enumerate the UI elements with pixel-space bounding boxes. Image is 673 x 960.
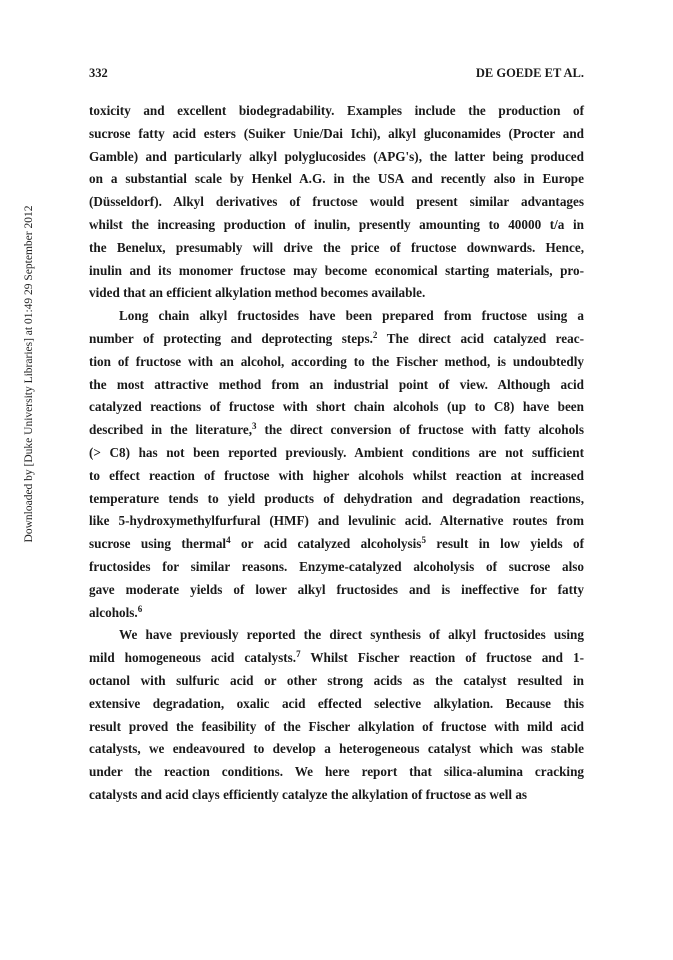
reference-superscript: 3 [252,421,257,432]
text-line: toxicity and excellent biodegradability. Examples include the production of [89,103,584,118]
text-line: We have previously reported the direct synthesis of alkyl fructosides using [119,627,584,643]
text-line: under the reaction conditions. We here report that silica-alumina cracking [89,764,584,780]
text-line: result proved the feasibility of the Fischer alkylation of fructose with mild acid [89,718,584,734]
text-line: (Düsseldorf). Alkyl derivatives of fructose would present similar advantages [89,194,584,210]
article-body [89,100,584,807]
text-line: Long chain alkyl fructosides have been prepared from fructose using a [119,308,584,324]
text-line: alcohols.$^6$ [89,603,143,620]
text-line: like 5-hydroxymethylfurfural (HMF) and levulinic acid. Alternative routes from [89,513,584,529]
reference-superscript: 6 [137,603,143,614]
reference-superscript: 5 [421,535,426,546]
text-line: whilst the increasing production of inulin, presently amounting to 40000 t/a in [89,216,584,232]
running-head: DE GOEDE ET AL. [475,66,584,80]
text-line: the Benelux, presumably will drive the price of fructose downwards. Hence, [89,239,584,255]
text-line: catalysts, we endeavoured to develop a heterogeneous catalyst which was stable [89,741,584,757]
text-line: fructosides for similar reasons. Enzyme-catalyzed alcoholysis of sucrose also [89,558,584,574]
text-line: catalyzed reactions of fructose with short chain alcohols (up to C8) have been [89,399,584,415]
text-line: on a substantial scale by Henkel A.G. in the USA and recently also in Europe [89,171,584,187]
text-line: gave moderate yields of lower alkyl fructosides and is ineffective for fatty [89,581,584,597]
text-line: octanol with sulfuric acid or other strong acids as the catalyst resulted in [89,672,584,688]
text-line: Gamble) and particularly alkyl polyglucosides (APG's), the latter being produced [89,148,584,164]
paragraph-3 [89,624,584,806]
download-notice: Downloaded by [Duke University Libraries] at 01:49 29 September 2012 [23,205,35,543]
reference-superscript: 2 [372,329,378,340]
page-header [89,66,584,81]
text-line: described in the literature,$^3$ the direct conversion of fructose with fatty alcohols [89,421,584,438]
text-line: (> C8) has not been reported previously. Ambient conditions are not sufficient [89,444,584,460]
text-line: extensive degradation, oxalic acid effected selective alkylation. Because this [89,695,584,711]
text-line: sucrose using thermal$^4$ or acid catalyzed alcoholysis$^5$ result in low yields of [89,535,584,552]
reference-superscript: 7 [296,649,301,660]
text-line: tion of fructose with an alcohol, according to the Fischer method, is undoubtedly [89,353,584,369]
text-line: to effect reaction of fructose with higher alcohols whilst reaction at increased [89,467,584,483]
page-number: 332 [89,66,108,80]
paragraph-1 [89,100,584,305]
text-line: temperature tends to yield products of dehydration and degradation reactions, [89,490,584,506]
text-line: inulin and its monomer fructose may become economical starting materials, pro- [89,262,584,278]
paragraph-2 [89,305,584,624]
text-line: the most attractive method from an industrial point of view. Although acid [89,376,584,392]
text-line: sucrose fatty acid esters (Suiker Unie/Dai Ichi), alkyl gluconamides (Procter and [89,125,584,141]
text-line: catalysts and acid clays efficiently catalyze the alkylation of fructose as well as [89,786,528,802]
reference-superscript: 4 [226,535,231,546]
text-line: mild homogeneous acid catalysts.$^7$ Whilst Fischer reaction of fructose and 1- [89,649,585,666]
text-line: number of protecting and deprotecting steps.$^2$ The direct acid catalyzed reac- [89,329,584,346]
text-line: vided that an efficient alkylation method becomes available. [89,285,426,301]
